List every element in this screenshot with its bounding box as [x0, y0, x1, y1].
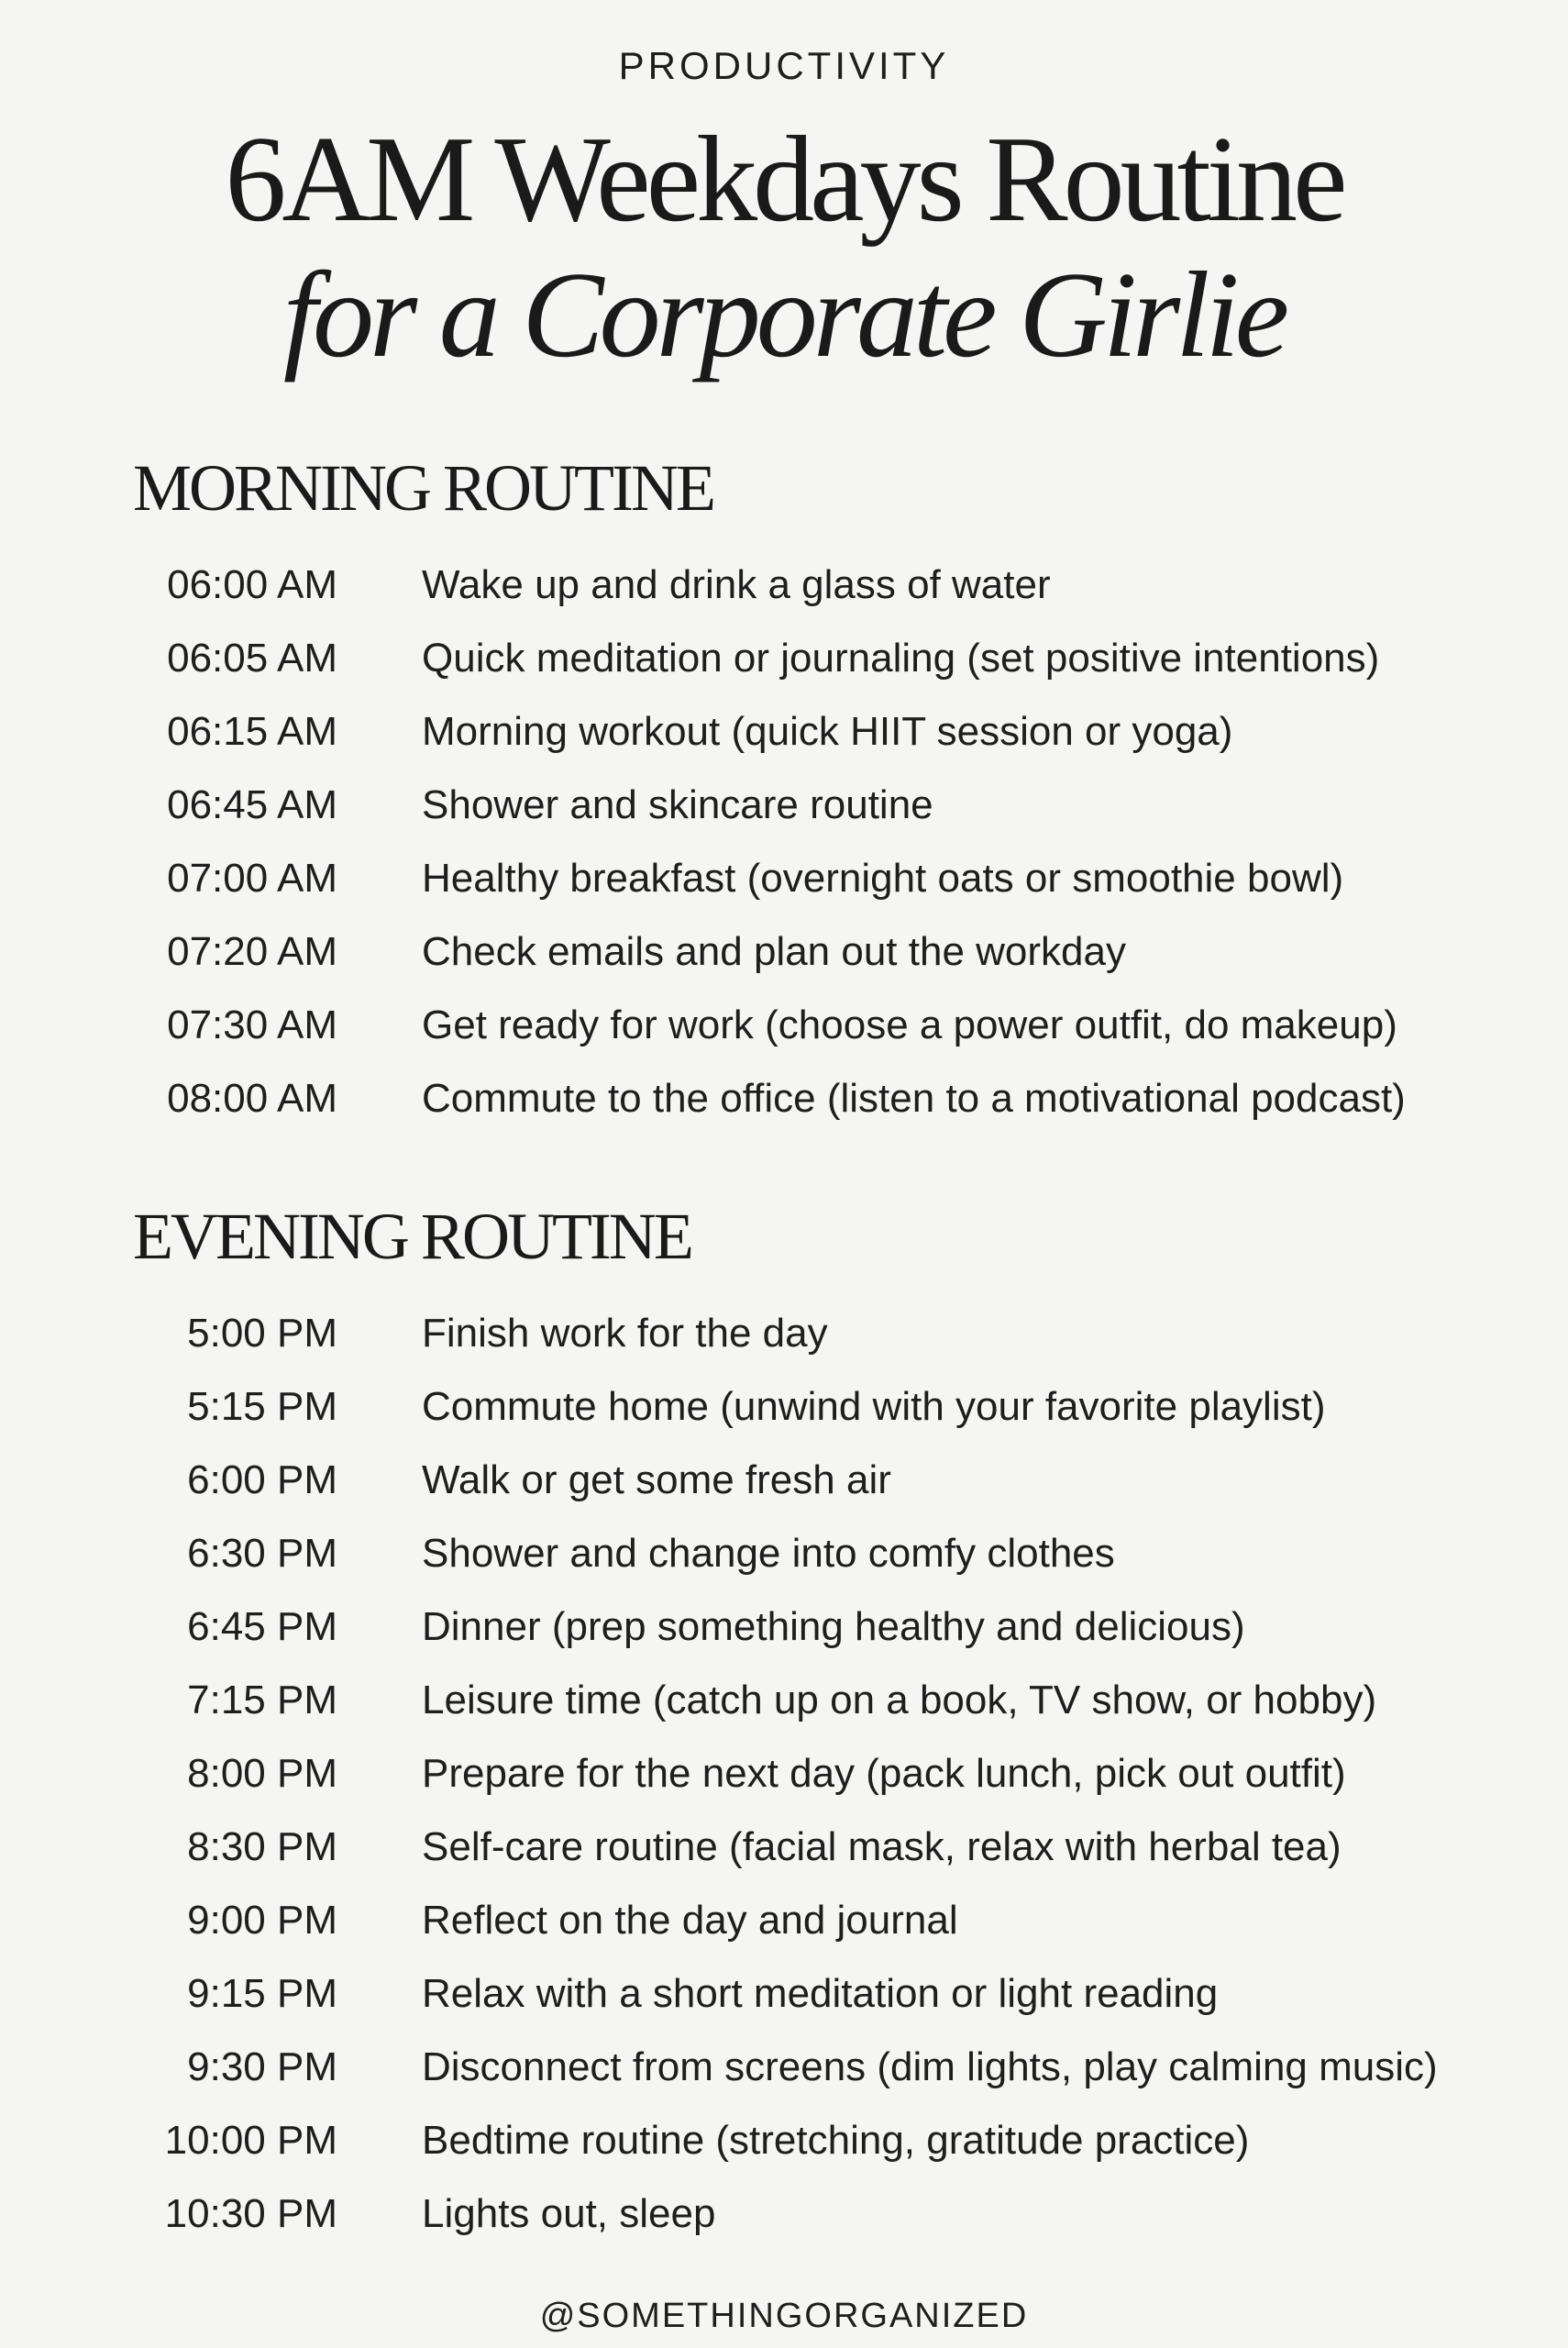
- routine-task: Commute home (unwind with your favorite playlist): [422, 1384, 1326, 1429]
- routine-row: [0, 2031, 1568, 2104]
- routine-task: Commute to the office (listen to a motivational podcast): [422, 1076, 1406, 1121]
- routine-task: Leisure time (catch up on a book, TV show, or hobby): [422, 1678, 1377, 1722]
- routine-task: Get ready for work (choose a power outfit, do makeup): [422, 1002, 1397, 1047]
- routine-row: [0, 1517, 1568, 1590]
- routine-row: [0, 769, 1568, 842]
- routine-time: 5:15 PM: [187, 1384, 337, 1429]
- morning-routine-heading: MORNING ROUTINE: [133, 451, 713, 525]
- routine-task: Disconnect from screens (dim lights, play calming music): [422, 2044, 1438, 2089]
- routine-time: 10:00 PM: [164, 2118, 337, 2163]
- evening-routine-list: [0, 1297, 1568, 2251]
- routine-task: Check emails and plan out the workday: [422, 929, 1126, 974]
- routine-task: Bedtime routine (stretching, gratitude practice): [422, 2118, 1250, 2163]
- routine-row: [0, 1664, 1568, 1737]
- routine-time: 6:45 PM: [187, 1604, 337, 1649]
- routine-row: [0, 842, 1568, 915]
- routine-row: [0, 1957, 1568, 2031]
- routine-time: 8:30 PM: [187, 1824, 337, 1869]
- routine-task: Self-care routine (facial mask, relax with herbal tea): [422, 1824, 1342, 1869]
- routine-task: Morning workout (quick HIIT session or yoga): [422, 709, 1233, 754]
- routine-row: [0, 1297, 1568, 1370]
- routine-time: 07:00 AM: [167, 856, 337, 901]
- routine-time: 9:30 PM: [187, 2044, 337, 2089]
- routine-row: [0, 2177, 1568, 2251]
- routine-time: 07:30 AM: [167, 1002, 337, 1047]
- routine-time: 7:15 PM: [187, 1678, 337, 1722]
- routine-time: 06:05 AM: [167, 636, 337, 681]
- page-subtitle: for a Corporate Girlie: [282, 247, 1286, 382]
- routine-row: [0, 1444, 1568, 1517]
- routine-task: Walk or get some fresh air: [422, 1457, 891, 1502]
- routine-time: 6:30 PM: [187, 1531, 337, 1576]
- routine-row: [0, 1737, 1568, 1811]
- routine-time: 06:45 AM: [167, 782, 337, 827]
- routine-row: [0, 915, 1568, 989]
- routine-time: 08:00 AM: [167, 1076, 337, 1121]
- routine-row: [0, 2104, 1568, 2177]
- routine-time: 9:00 PM: [187, 1898, 337, 1943]
- routine-task: Finish work for the day: [422, 1311, 828, 1356]
- routine-task: Healthy breakfast (overnight oats or smoothie bowl): [422, 856, 1344, 901]
- routine-task: Reflect on the day and journal: [422, 1898, 958, 1943]
- routine-task: Prepare for the next day (pack lunch, pick out outfit): [422, 1751, 1346, 1796]
- page-title: 6AM Weekdays Routine: [225, 111, 1343, 247]
- routine-row: [0, 622, 1568, 695]
- routine-task: Dinner (prep something healthy and delicious): [422, 1604, 1245, 1649]
- routine-row: [0, 548, 1568, 622]
- routine-time: 10:30 PM: [164, 2191, 337, 2236]
- routine-row: [0, 1590, 1568, 1664]
- routine-task: Wake up and drink a glass of water: [422, 562, 1051, 607]
- routine-task: Shower and skincare routine: [422, 782, 933, 827]
- routine-time: 06:00 AM: [167, 562, 337, 607]
- category-label: PRODUCTIVITY: [618, 44, 950, 87]
- routine-row: [0, 1062, 1568, 1135]
- routine-row: [0, 1370, 1568, 1444]
- routine-task: Quick meditation or journaling (set positive intentions): [422, 636, 1380, 681]
- morning-routine-list: [0, 548, 1568, 1135]
- routine-task: Lights out, sleep: [422, 2191, 716, 2236]
- routine-task: Shower and change into comfy clothes: [422, 1531, 1115, 1576]
- routine-row: [0, 695, 1568, 769]
- routine-row: [0, 989, 1568, 1062]
- routine-task: Relax with a short meditation or light reading: [422, 1971, 1219, 2016]
- routine-time: 8:00 PM: [187, 1751, 337, 1796]
- routine-row: [0, 1884, 1568, 1957]
- evening-routine-heading: EVENING ROUTINE: [133, 1200, 691, 1273]
- routine-time: 9:15 PM: [187, 1971, 337, 2016]
- routine-time: 6:00 PM: [187, 1457, 337, 1502]
- footer-handle: @SOMETHINGORGANIZED: [539, 2297, 1029, 2335]
- routine-time: 5:00 PM: [187, 1311, 337, 1356]
- routine-time: 06:15 AM: [167, 709, 337, 754]
- routine-row: [0, 1811, 1568, 1884]
- routine-time: 07:20 AM: [167, 929, 337, 974]
